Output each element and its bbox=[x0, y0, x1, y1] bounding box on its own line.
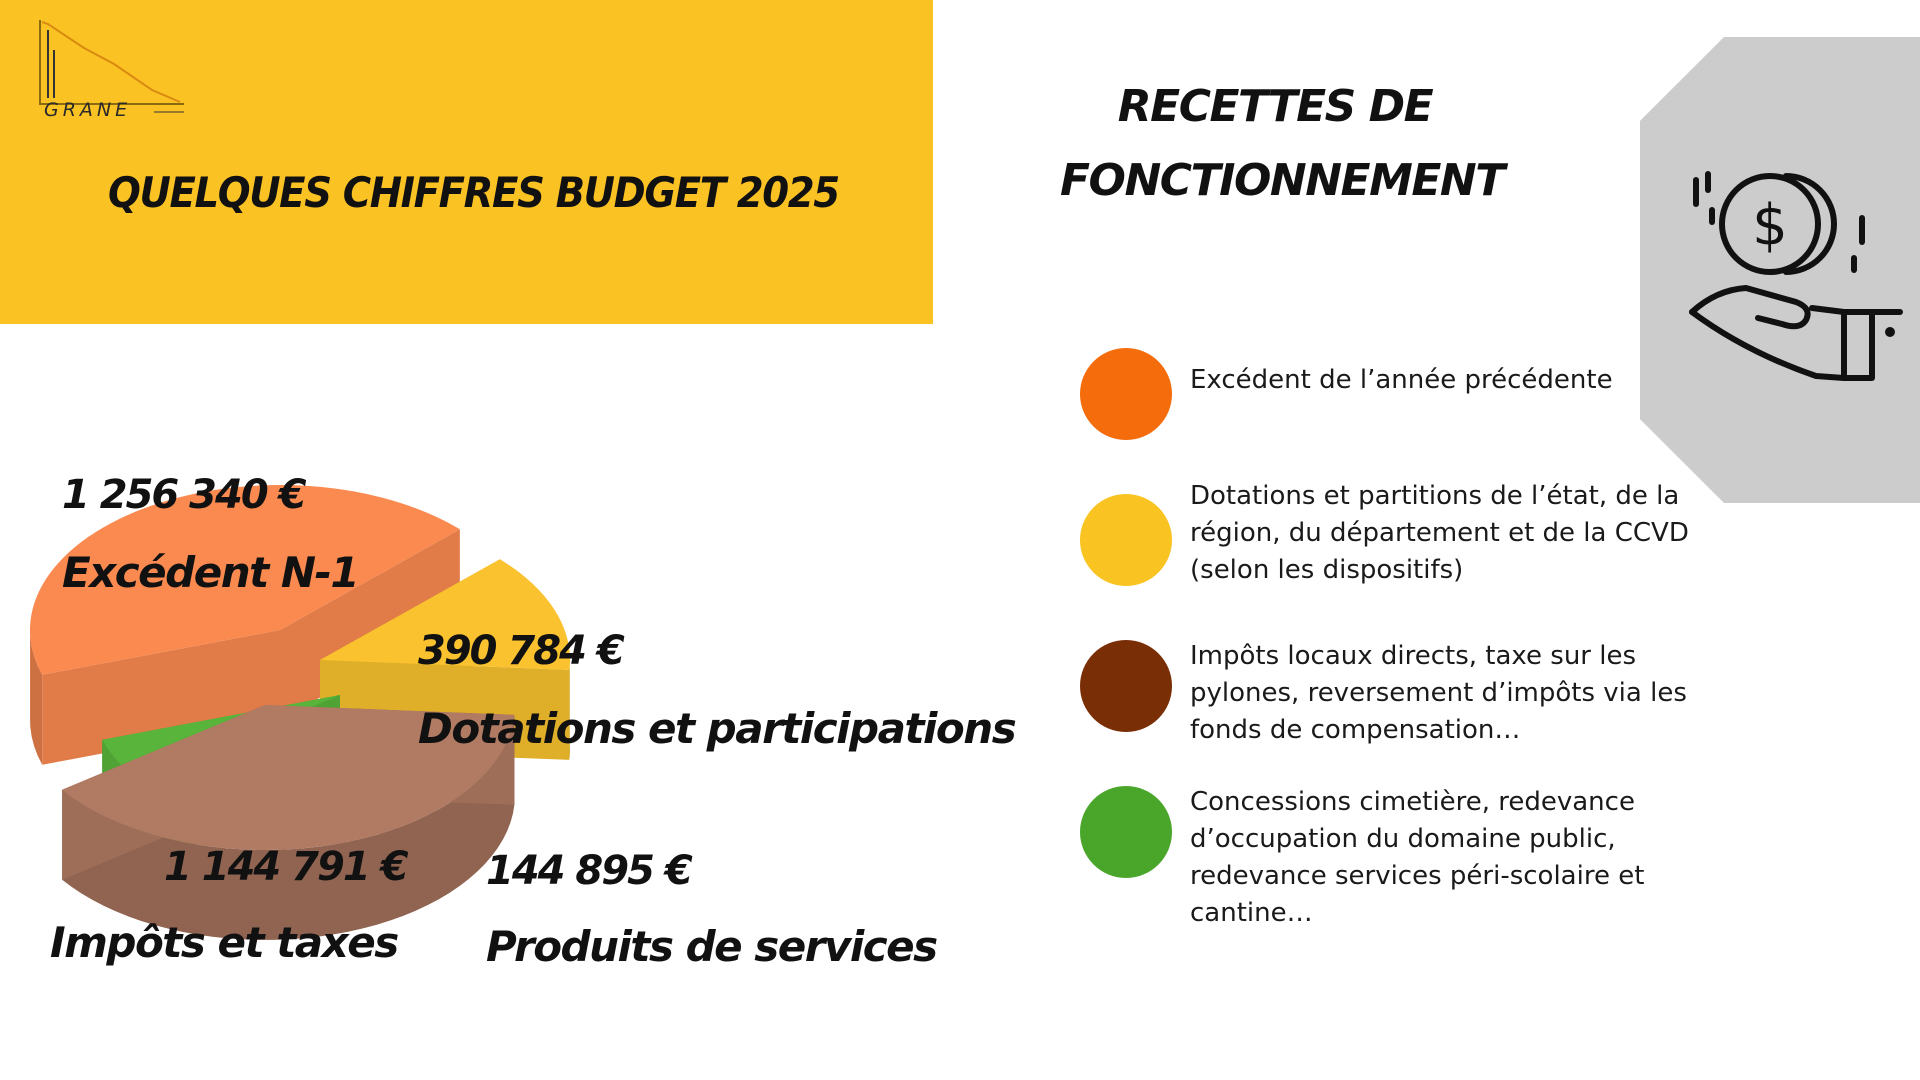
legend-text: Impôts locaux directs, taxe sur les pylones, reversement d’impôts via les fonds de compensation… bbox=[1190, 641, 1687, 745]
section-title: RECETTES DE FONCTIONNEMENT bbox=[1060, 81, 1504, 206]
logo-text: GRANE bbox=[44, 99, 132, 121]
svg-text:$: $ bbox=[1752, 193, 1788, 258]
legend-text: Dotations et partitions de l’état, de la région, du département et de la CCVD (selon les dispositifs) bbox=[1190, 481, 1689, 585]
value-label-produits: 144 895 € bbox=[486, 848, 691, 894]
category-label-excedent: Excédent N-1 bbox=[62, 548, 359, 597]
value-label-excedent: 1 256 340 € bbox=[62, 472, 305, 518]
category-label-impots: Impôts et taxes bbox=[50, 918, 398, 967]
value-label-impots: 1 144 791 € bbox=[164, 844, 407, 890]
legend-dot bbox=[1080, 494, 1172, 586]
legend-dot bbox=[1080, 348, 1172, 440]
pie-chart bbox=[0, 420, 1016, 1040]
hand-coin-dollar-icon bbox=[1686, 162, 1908, 390]
value-label-dotations: 390 784 € bbox=[418, 628, 623, 674]
category-label-dotations: Dotations et participations bbox=[418, 704, 1016, 753]
legend-dot bbox=[1080, 786, 1172, 878]
legend-text: Excédent de l’année précédente bbox=[1190, 365, 1613, 395]
page-title: QUELQUES CHIFFRES BUDGET 2025 bbox=[108, 168, 839, 217]
legend-dot bbox=[1080, 640, 1172, 732]
header-banner bbox=[0, 0, 933, 324]
legend-text: Concessions cimetière, redevance d’occupation du domaine public, redevance services péri-scolaire et cantine… bbox=[1190, 787, 1645, 928]
category-label-produits: Produits de services bbox=[486, 922, 937, 971]
